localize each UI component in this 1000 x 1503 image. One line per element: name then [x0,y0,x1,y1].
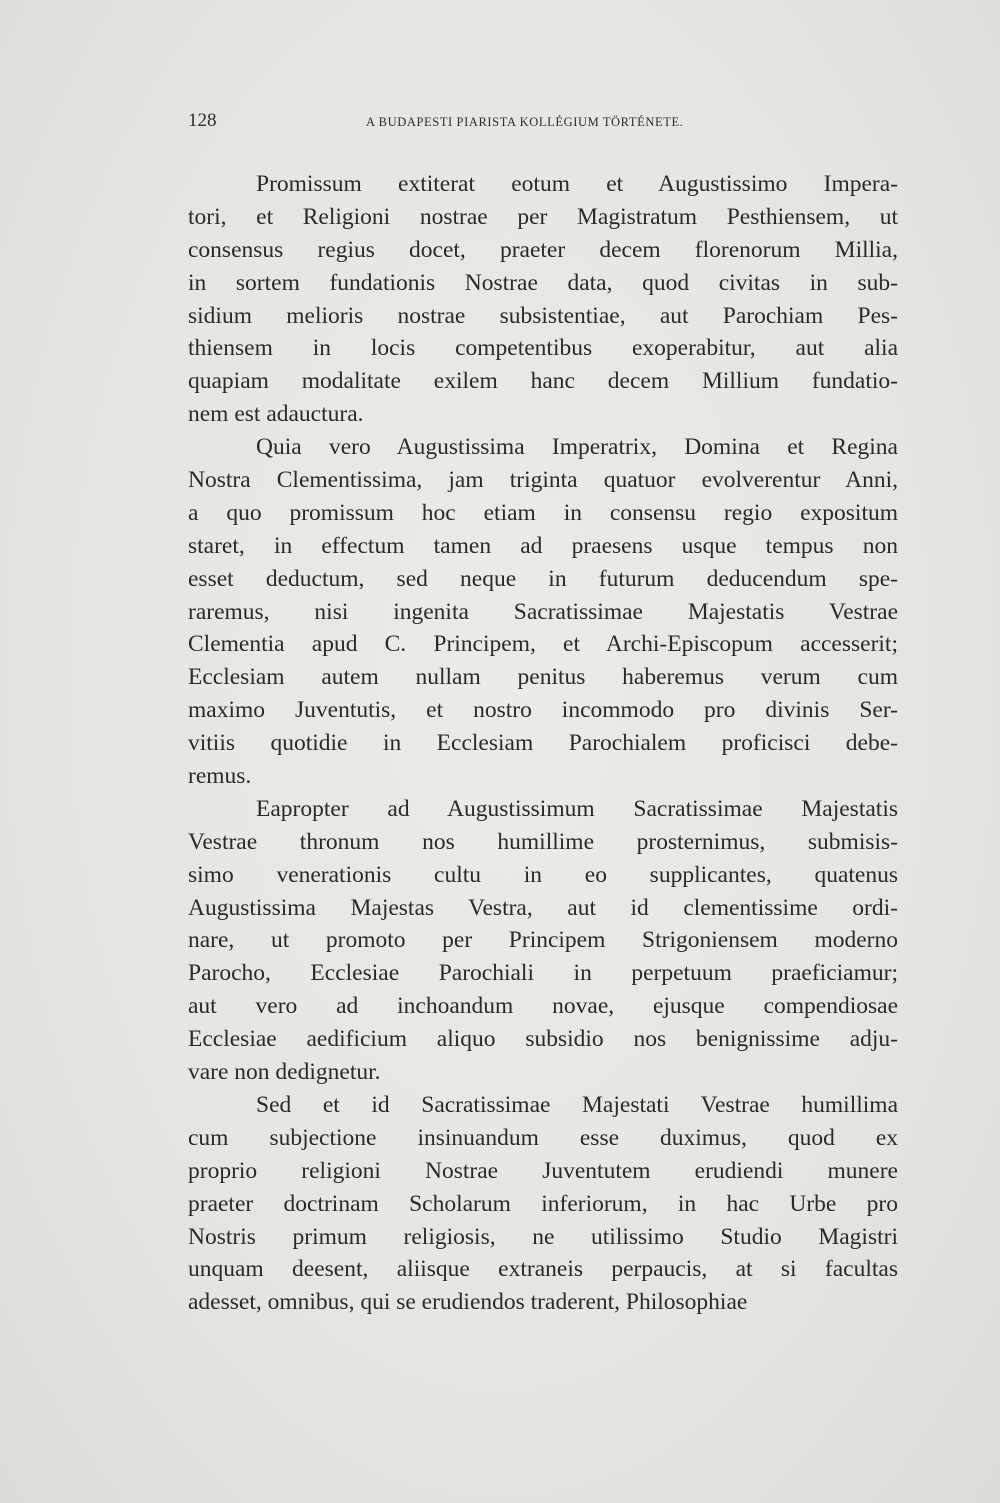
text-line: proprio religioni Nostrae Juventutem erudiendi munere [188,1157,898,1184]
text-line: Sed et id Sacratissimae Majestati Vestrae humillima [256,1091,898,1118]
text-line: Vestrae thronum nos humillime prosternimus, submisis- [188,828,898,855]
running-head [188,110,898,140]
text-line: quapiam modalitate exilem hanc decem Millium fundatio- [188,368,898,395]
text-line: Quia vero Augustissima Imperatrix, Domina et Regina [256,434,898,461]
text-line: staret, in effectum tamen ad praesens usque tempus non [188,532,898,559]
text-line: tori, et Religioni nostrae per Magistratum Pesthiensem, ut [188,203,898,230]
paragraph [188,431,898,793]
paragraph [188,1089,898,1319]
text-line: Promissum extiterat eotum et Augustissimo Impera- [256,171,898,197]
text-line: Clementia apud C. Principem, et Archi-Episcopum accesserit; [188,631,898,658]
text-line: remus. [188,763,252,790]
text-line: thiensem in locis competentibus exoperabitur, aut alia [188,335,898,362]
text-line: a quo promissum hoc etiam in consensu regio expositum [188,499,898,526]
text-line: Augustissima Majestas Vestra, aut id clementissime ordi- [188,894,898,921]
text-line: simo venerationis cultu in eo supplicantes, quatenus [188,861,898,888]
text-line: Parocho, Ecclesiae Parochiali in perpetuum praeficiamur; [188,960,898,987]
text-line: Nostris primum religiosis, ne utilissimo Studio Magistri [188,1223,898,1250]
text-line: sidium melioris nostrae subsistentiae, aut Parochiam Pes- [188,302,898,329]
paragraph [188,168,898,431]
text-line: Ecclesiam autem nullam penitus haberemus verum cum [188,664,898,691]
text-line: praeter doctrinam Scholarum inferiorum, in hac Urbe pro [188,1190,898,1217]
text-line: cum subjectione insinuandum esse duximus, quod ex [188,1124,898,1151]
running-title: A BUDAPESTI PIARISTA KOLLÉGIUM TÖRTÉNETE. [366,115,684,129]
text-line: vare non dedignetur. [188,1059,381,1086]
text-line: Ecclesiae aedificium aliquo subsidio nos benignissime adju- [188,1026,898,1053]
text-line: aut vero ad inchoandum novae, ejusque compendiosae [188,993,898,1020]
text-line: Nostra Clementissima, jam triginta quatuor evolverentur Anni, [188,467,898,494]
text-line: raremus, nisi ingenita Sacratissimae Majestatis Vestrae [188,598,898,625]
page-number: 128 [188,110,217,131]
text-line: consensus regius docet, praeter decem florenorum Millia, [188,236,898,263]
text-line: nare, ut promoto per Principem Strigoniensem moderno [188,927,898,954]
body-text [188,168,898,1319]
text-line: unquam deesent, aliisque extraneis perpaucis, at si facultas [188,1256,898,1283]
text-line: vitiis quotidie in Ecclesiam Parochialem proficisci debe- [188,730,898,757]
text-line: esset deductum, sed neque in futurum deducendum spe- [188,565,898,592]
text-line: Eapropter ad Augustissimum Sacratissimae Majestatis [256,795,898,822]
text-line: maximo Juventutis, et nostro incommodo pro divinis Ser- [188,697,898,724]
text-line: in sortem fundationis Nostrae data, quod civitas in sub- [188,269,898,296]
paragraph [188,793,898,1089]
text-line: nem est adauctura. [188,401,364,428]
text-line: adesset, omnibus, qui se erudiendos traderent, Philosophiae [188,1289,748,1316]
